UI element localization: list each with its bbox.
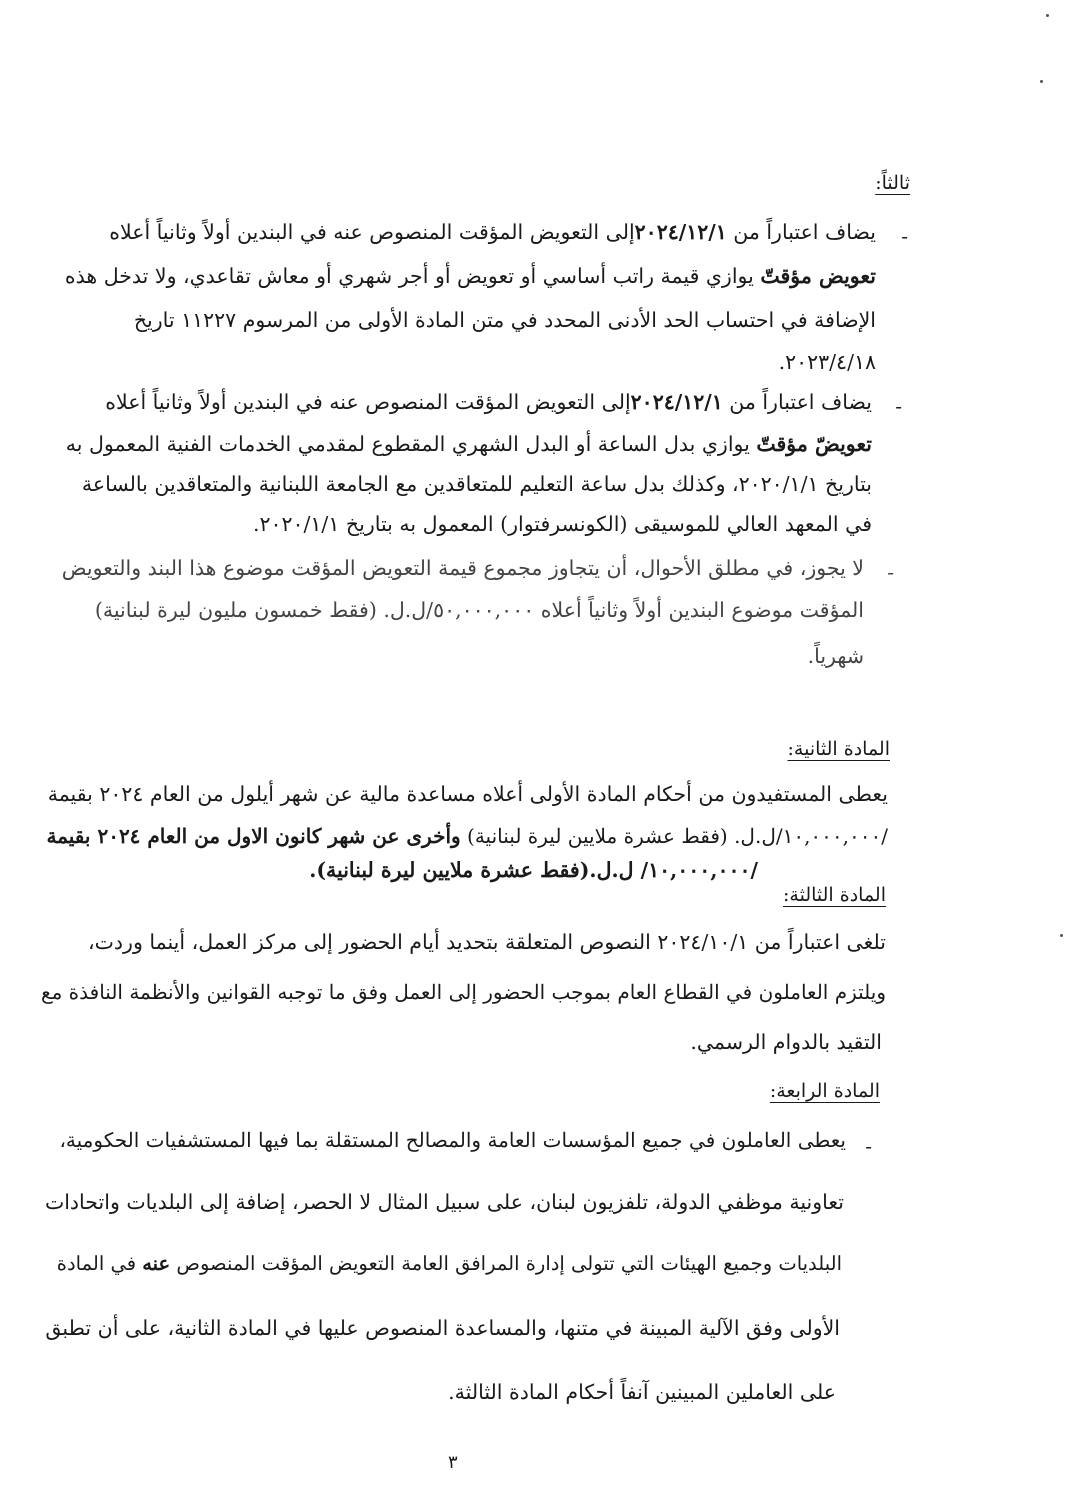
list-dash: -	[895, 394, 902, 418]
bold-text: وأخرى عن شهر كانون الاول من العام ٢٠٢٤ بقيمة	[46, 824, 461, 848]
text-span: يضاف اعتباراً من	[722, 390, 872, 414]
article2-line1: يعطى المستفيدون من أحكام المادة الأولى أعلاه مساعدة مالية عن شهر أيلول من العام ٢٠٢٤ بقيمة	[47, 782, 888, 806]
item1-line1	[109, 222, 876, 243]
item2-line2	[66, 434, 872, 455]
article-3-heading: المادة الثالثة:	[783, 884, 886, 906]
scan-speck	[1060, 934, 1063, 937]
text-span: في المادة	[56, 1252, 143, 1275]
text-span: /١٠,٠٠٠,٠٠٠/ل.ل. (فقط عشرة ملايين ليرة لبنانية)	[460, 824, 888, 848]
list-dash: -	[901, 224, 908, 248]
text-span: البلديات وجميع الهيئات التي تتولى إدارة المرافق العامة التعويض المؤقت المنصوص	[170, 1252, 842, 1275]
text-span: يضاف اعتباراً من	[726, 220, 876, 244]
item1-line2	[65, 266, 876, 287]
article4-line1: يعطى العاملون في جميع المؤسسات العامة والمصالح المستقلة بما فيها المستشفيات الحكومية،	[59, 1128, 846, 1152]
item2-line1	[105, 392, 872, 413]
bold-term: تعويضّ مؤقتّ	[756, 432, 872, 456]
item1-line3: الإضافة في احتساب الحد الأدنى المحدد في متن المادة الأولى من المرسوم ١١٢٢٧ تاريخ	[133, 308, 876, 332]
text-span: يوازي بدل الساعة أو البدل الشهري المقطوع لمقدمي الخدمات الفنية المعمول به	[65, 432, 757, 456]
article2-line2	[46, 826, 888, 846]
text-span: إلى التعويض المؤقت المنصوص عنه في البندين أولاً وثانياً أعلاه	[105, 390, 631, 414]
page-number: ٣	[448, 1452, 458, 1473]
article3-line1: تلغى اعتباراً من ٢٠٢٤/١٠/١ النصوص المتعلقة بتحديد أيام الحضور إلى مركز العمل، أينما وردت،	[88, 930, 886, 954]
scan-speck	[1040, 80, 1043, 83]
article2-line3: /١٠,٠٠٠,٠٠٠/ ل.ل.(فقط عشرة ملايين ليرة لبنانية).	[309, 858, 758, 882]
article-4-heading: المادة الرابعة:	[769, 1080, 880, 1102]
item3-line3: شهرياً.	[807, 644, 864, 668]
text-span: يوازي قيمة راتب أساسي أو تعويض أو أجر شهري أو معاش تقاعدي، ولا تدخل هذه	[64, 264, 761, 288]
date-bold: ٢٠٢٤/١٢/١	[634, 220, 727, 244]
section-heading-thirdly: ثالثاً:	[875, 172, 910, 194]
item2-line4: في المعهد العالي للموسيقى (الكونسرفتوار) المعمول به بتاريخ ٢٠٢٠/١/١.	[252, 512, 872, 536]
article4-line4: الأولى وفق الآلية المبينة في متنها، والمساعدة المنصوص عليها في المادة الثانية، على أن تطبق	[45, 1316, 840, 1340]
item2-line3: بتاريخ ٢٠٢٠/١/١، وكذلك بدل ساعة التعليم للمتعاقدين مع الجامعة اللبنانية والمتعاقدين بالساعة	[81, 472, 872, 496]
article-2-heading: المادة الثانية:	[787, 738, 890, 760]
item1-line4: ٢٠٢٣/٤/١٨.	[778, 350, 876, 374]
article3-line2: ويلتزم العاملون في القطاع العام بموجب الحضور إلى العمل وفق ما توجبه القوانين والأنظمة النافذة مع	[40, 980, 886, 1004]
date-bold: ٢٠٢٤/١٢/١	[630, 390, 723, 414]
bold-term: تعويض مؤقتّ	[760, 264, 876, 288]
list-dash: -	[865, 1134, 872, 1158]
article3-line3: التقيد بالدوام الرسمي.	[690, 1030, 882, 1054]
article4-line3	[57, 1254, 842, 1274]
bold-text: عنه	[142, 1252, 171, 1275]
article4-line5: على العاملين المبينين آنفاً أحكام المادة الثالثة.	[448, 1380, 836, 1404]
item3-line1: لا يجوز، في مطلق الأحوال، أن يتجاوز مجموع قيمة التعويض المؤقت موضوع هذا البند والتعويض	[61, 556, 864, 580]
article4-line2: تعاونية موظفي الدولة، تلفزيون لبنان، على سبيل المثال لا الحصر، إضافة إلى البلديات واتحادات	[44, 1190, 844, 1214]
list-dash: -	[887, 560, 894, 584]
scan-speck	[1046, 14, 1049, 17]
text-span: إلى التعويض المؤقت المنصوص عنه في البندين أولاً وثانياً أعلاه	[109, 220, 635, 244]
item3-line2: المؤقت موضوع البندين أولاً وثانياً أعلاه ٥٠,٠٠٠,٠٠٠/ل.ل. (فقط خمسون مليون ليرة لبنانية)	[94, 598, 864, 622]
